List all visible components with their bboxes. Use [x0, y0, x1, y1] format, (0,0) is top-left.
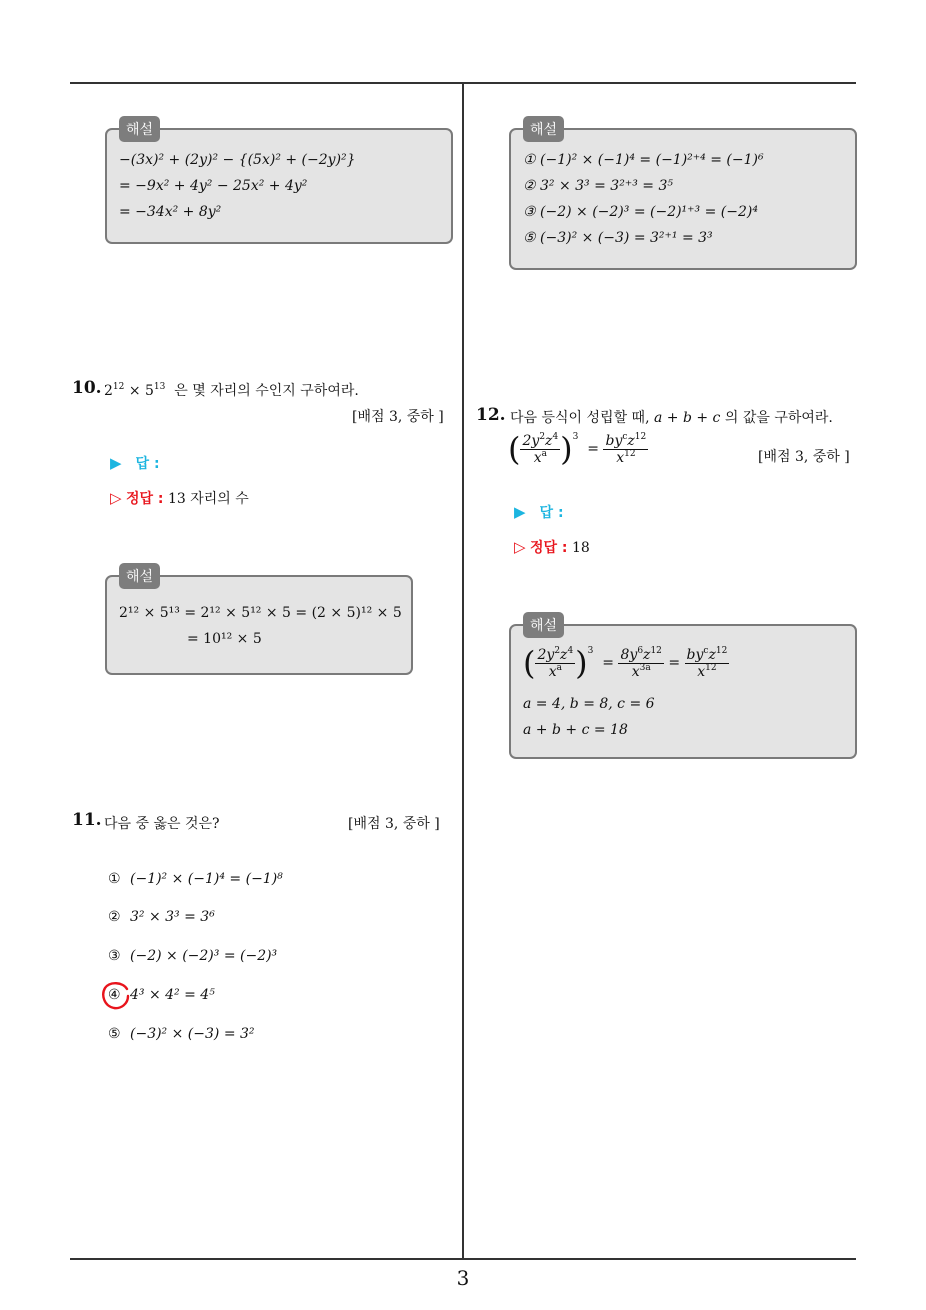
q12-solution-box — [509, 618, 857, 759]
q10-solution-line-1: 2¹² × 5¹³ = 2¹² × 5¹² × 5 = (2 × 5)¹² × 5 — [119, 605, 402, 621]
q12-number: 12. — [476, 405, 506, 425]
q10-correct-value: 13 자리의 수 — [167, 491, 249, 507]
q12-equation: ( $\frac{2y^2z^4}{x^a}$ )$^3$ = $\frac{by^cz^{12}}{x^{12}}$ — [508, 430, 647, 468]
q9-solution-box — [105, 122, 453, 244]
q10-meta: [배점 3, 중하 ] — [352, 409, 444, 425]
q11-number: 11. — [72, 810, 102, 830]
q10-solution-line-2: = 10¹² × 5 — [187, 631, 262, 647]
q11-option-1[interactable]: ① (−1)² × (−1)⁴ = (−1)⁸ — [108, 871, 283, 887]
q11-question-text: 다음 중 옳은 것은? — [104, 816, 220, 832]
play-outline-icon: ▷ — [110, 489, 122, 507]
q9-solution-line-3: = −34x² + 8y² — [119, 204, 222, 220]
q11-option-3[interactable]: ③ (−2) × (−2)³ = (−2)³ — [108, 948, 278, 964]
solution-tag: 해설 — [523, 116, 564, 142]
q10-answer-row — [110, 453, 160, 473]
q10-number: 10. — [72, 378, 102, 398]
q9-solution-line-2: = −9x² + 4y² − 25x² + 4y² — [119, 178, 308, 194]
answer-label: 답 : — [539, 505, 564, 521]
q12-question: 다음 등식이 성립할 때, a + b + c 의 값을 구하여라. — [510, 410, 833, 426]
solution-tag: 해설 — [119, 563, 160, 589]
q11-solution-line-5: ⑤ (−3)² × (−3) = 3²⁺¹ = 3³ — [523, 230, 713, 246]
play-outline-icon: ▷ — [514, 538, 526, 556]
q12-answer-row — [514, 502, 564, 522]
answer-label: 답 : — [135, 456, 160, 472]
play-icon: ▶ — [514, 503, 526, 521]
column-divider — [462, 82, 464, 1259]
correct-label: 정답 : — [126, 491, 164, 507]
q12-solution-line-3: a + b + c = 18 — [523, 722, 628, 738]
q10-question: $2^{12} \times 5^{13}$ 은 몇 자리의 수인지 구하여라. — [104, 382, 359, 399]
q10-question-text: 은 몇 자리의 수인지 구하여라. — [174, 383, 359, 399]
q11-solution-line-1: ① (−1)² × (−1)⁴ = (−1)²⁺⁴ = (−1)⁶ — [523, 152, 764, 168]
correct-label: 정답 : — [530, 540, 568, 556]
q11-option-2[interactable]: ② 3² × 3³ = 3⁶ — [108, 909, 215, 925]
q10-correct-row — [110, 488, 249, 508]
q12-correct-value: 18 — [571, 540, 590, 556]
q11-solution-line-3: ③ (−2) × (−2)³ = (−2)¹⁺³ = (−2)⁴ — [523, 204, 758, 220]
q9-solution-line-1: −(3x)² + (2y)² − {(5x)² + (−2y)²} — [119, 152, 356, 168]
q11-meta: [배점 3, 중하 ] — [348, 816, 440, 832]
selected-answer-circle-icon — [101, 980, 131, 1010]
q11-solution-line-2: ② 3² × 3³ = 3²⁺³ = 3⁵ — [523, 178, 673, 194]
solution-tag: 해설 — [119, 116, 160, 142]
play-icon: ▶ — [110, 454, 122, 472]
page-number: 3 — [456, 1266, 470, 1290]
q12-correct-row — [514, 537, 590, 557]
q12-meta: [배점 3, 중하 ] — [758, 449, 850, 465]
q10-solution-box — [105, 569, 413, 675]
solution-tag: 해설 — [523, 612, 564, 638]
bottom-rule — [70, 1258, 856, 1260]
q11-option-5[interactable]: ⑤ (−3)² × (−3) = 3² — [108, 1026, 255, 1042]
q12-solution-line-1: ( $\frac{2y^2z^4}{x^a}$ )$^3$ = $\frac{8y^6z^{12}}{x^{3a}}$ = $\frac{by^cz^{12}}{x^{12}}$ — [523, 644, 728, 682]
q12-question-text-before: 다음 등식이 성립할 때, — [510, 410, 650, 426]
q12-solution-line-2: a = 4, b = 8, c = 6 — [523, 696, 655, 712]
q11-option-4[interactable]: ④ 4³ × 4² = 4⁵ — [108, 987, 215, 1003]
q11-solution-box — [509, 122, 857, 270]
q12-question-text-after: 의 값을 구하여라. — [724, 410, 833, 426]
